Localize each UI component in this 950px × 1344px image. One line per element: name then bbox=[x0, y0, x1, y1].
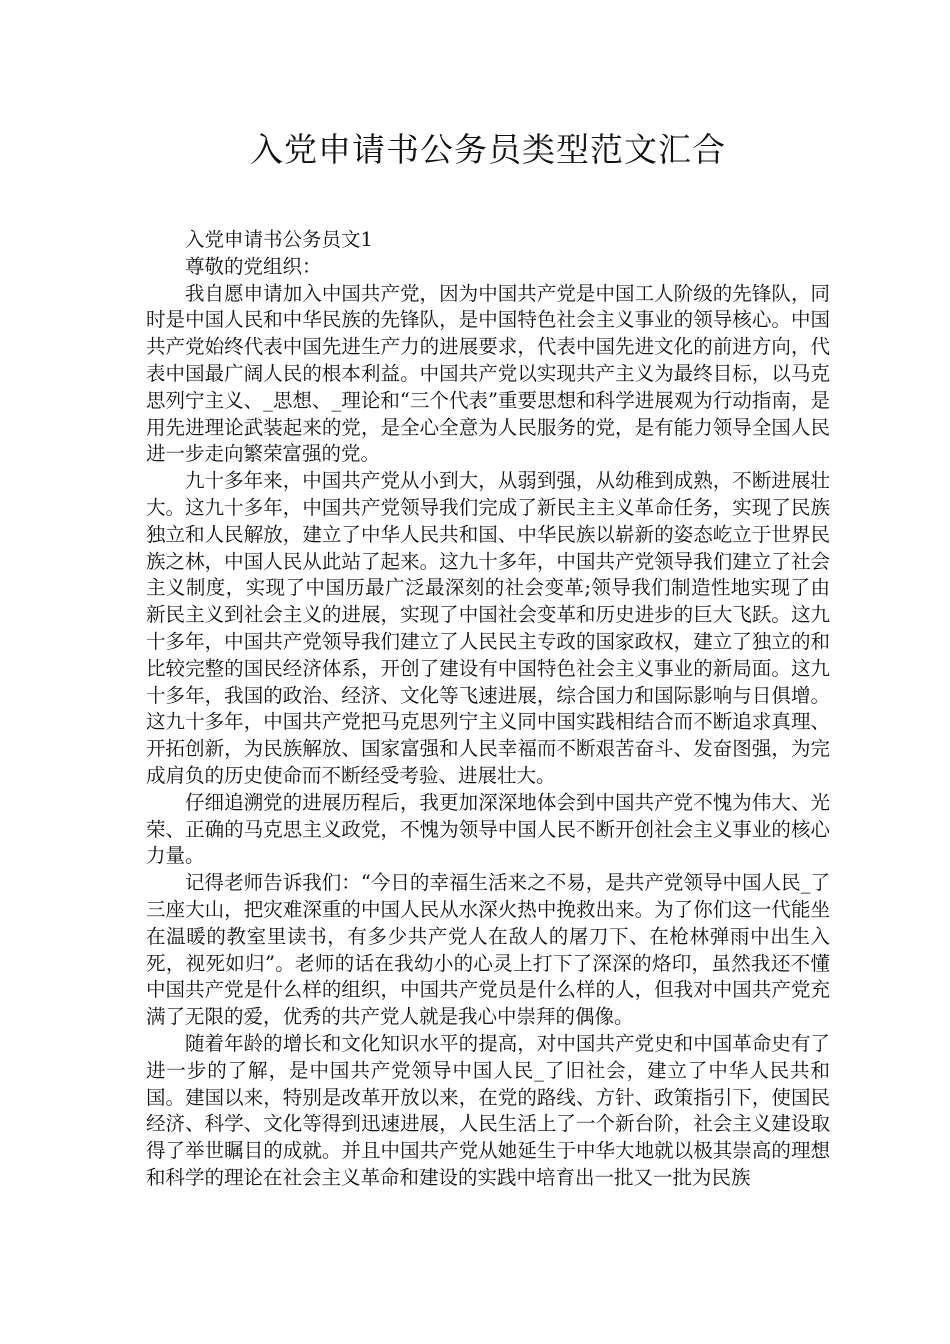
document-body bbox=[146, 227, 830, 1192]
salutation: 尊敬的党组织： bbox=[185, 254, 322, 278]
section-subheading: 入党申请书公务员文1 bbox=[185, 228, 373, 251]
paragraph-4: 记得老师告诉我们：“今日的幸福生活来之不易，是共产党领导中国人民_了三座大山，把灾难深重的中国人民从水深火热中挽救出来。为了你们这一代能坐在温暖的教室里读书，有多少共产党人在敌人的屠刀下、在枪林弹雨中出生入死，视死如归”。老师的话在我幼小的心灵上打下了深深的烙印，虽然我还不懂中国共产党是什么样的组织，中国共产党员是什么样的人，但我对中国共产党充满了无限的爱，优秀的共产党人就是我心中崇拜的偶像。 bbox=[146, 871, 830, 1029]
paragraph-2: 九十多年来，中国共产党从小到大，从弱到强，从幼稚到成熟，不断进展壮大。这九十多年，中国共产党领导我们完成了新民主主义革命任务，实现了民族独立和人民解放，建立了中华人民共和国、中华民族以崭新的姿态屹立于世界民族之林，中国人民从此站了起来。这九十多年，中国共产党领导我们建立了社会主义制度，实现了中国历最广泛最深刻的社会变革;领导我们制造性地实现了由新民主义到社会主义的进展，实现了中国社会变革和历史进步的巨大飞跃。这九十多年，中国共产党领导我们建立了人民民主专政的国家政权，建立了独立的和比较完整的国民经济体系，开创了建设有中国特色社会主义事业的新局面。这九十多年，我国的政治、经济、文化等飞速进展，综合国力和国际影响与日俱增。这九十多年，中国共产党把马克思列宁主义同中国实践相结合而不断追求真理、开拓创新，为民族解放、国家富强和人民幸福而不断艰苦奋斗、发奋图强，为完成肩负的历史使命而不断经受考验、进展壮大。 bbox=[146, 469, 830, 787]
paragraph-1: 我自愿申请加入中国共产党，因为中国共产党是中国工人阶级的先锋队，同时是中国人民和中华民族的先锋队，是中国特色社会主义事业的领导核心。中国共产党始终代表中国先进生产力的进展要求，代表中国先进文化的前进方向，代表中国最广阔人民的根本利益。中国共产党以实现共产主义为最终目标，以马克思列宁主义、_思想、_理论和“三个代表”重要思想和科学进展观为行动指南，是用先进理论武装起来的党，是全心全意为人民服务的党，是有能力领导全国人民进一步走向繁荣富强的党。 bbox=[146, 281, 830, 466]
document-page bbox=[146, 125, 830, 1192]
document-title: 入党申请书公务员类型范文汇合 bbox=[250, 130, 726, 169]
paragraph-3: 仔细追溯党的进展历程后，我更加深深地体会到中国共产党不愧为伟大、光荣、正确的马克思主义政党，不愧为领导中国人民不断开创社会主义事业的核心力量。 bbox=[146, 790, 830, 868]
paragraph-5: 随着年龄的增长和文化知识水平的提高，对中国共产党史和中国革命史有了进一步的了解，是中国共产党领导中国人民_了旧社会，建立了中华人民共和国。建国以来，特别是改革开放以来，在党的路线、方针、政策指引下，使国民经济、科学、文化等得到迅速进展，人民生活上了一个新台阶，社会主义建设取得了举世瞩目的成就。并且中国共产党从她延生于中华大地就以极其崇高的理想和科学的理论在社会主义革命和建设的实践中培育出一批又一批为民族 bbox=[146, 1031, 830, 1189]
